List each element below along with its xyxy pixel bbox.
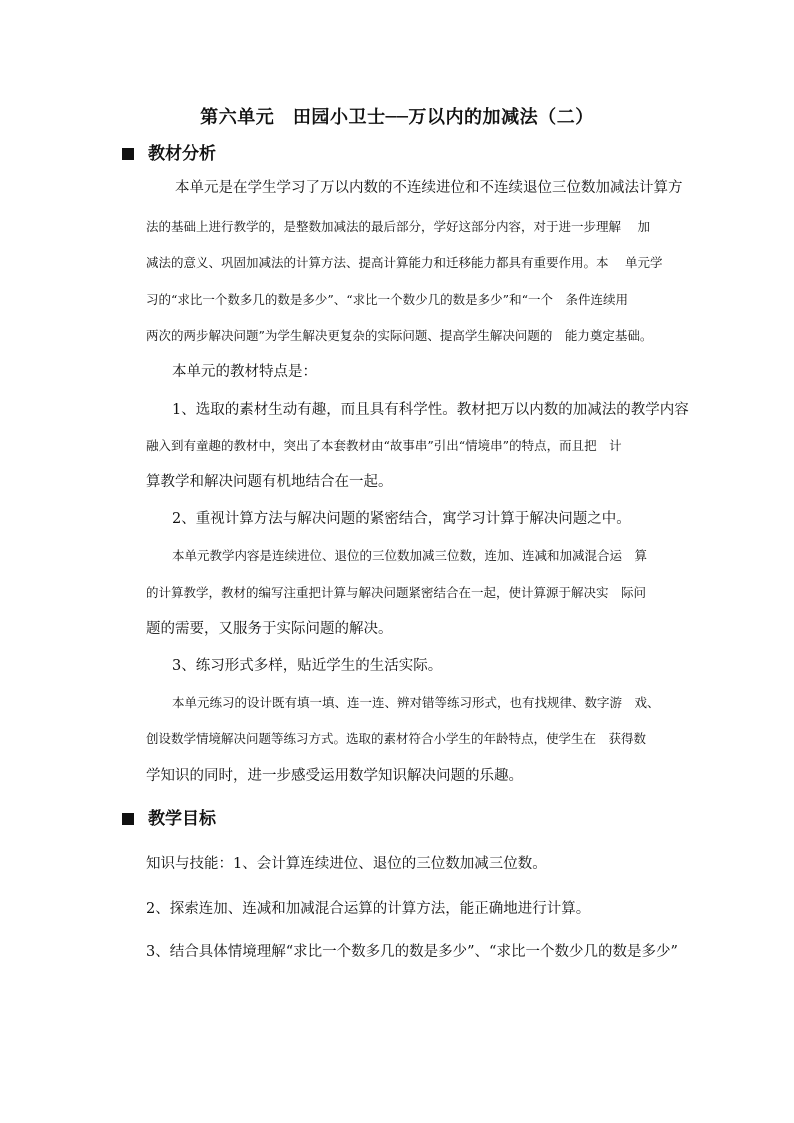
paragraph-line: 算教学和解决问题有机地结合在一起。 — [146, 474, 393, 490]
paragraph-line: 的计算教学，教材的编写注重把计算与解决问题紧密结合在一起，使计算源于解决实 际问 — [146, 585, 647, 600]
paragraph-line: 减法的意义、巩固加减法的计算方法、提高计算能力和迁移能力都具有重要作用。本 单元学 — [146, 255, 663, 270]
paragraph-line: 两次的两步解决问题”为学生解决更复杂的实际问题、提高学生解决问题的 能力奠定基础。 — [146, 328, 653, 343]
paragraph-line: 本单元是在学生学习了万以内数的不连续进位和不连续退位三位数加减法计算方 — [175, 180, 683, 196]
paragraph-line: 本单元练习的设计既有填一填、连一连、辨对错等练习形式，也有找规律、数字游 戏、 — [172, 695, 660, 710]
page-title: 第六单元 田园小卫士──万以内的加减法（二） — [200, 107, 594, 128]
paragraph-line: 法的基础上进行教学的，是整数加减法的最后部分，学好这部分内容，对于进一步理解 加 — [146, 219, 650, 234]
section-heading-label: 教学目标 — [148, 809, 216, 829]
objective-line: 知识与技能：1、会计算连续进位、退位的三位数加减三位数。 — [146, 856, 547, 872]
paragraph-line: 本单元的教材特点是： — [172, 364, 317, 380]
paragraph-line: 学知识的同时，进一步感受运用数学知识解决问题的乐趣。 — [146, 768, 523, 784]
paragraph-line: 融入到有童趣的教材中，突出了本套教材由“故事串”引出“情境串”的特点，而且把 计 — [146, 438, 622, 453]
bullet-square-icon — [122, 813, 134, 825]
paragraph-line: 1、选取的素材生动有趣，而且具有科学性。教材把万以内数的加减法的教学内容 — [172, 402, 689, 418]
paragraph-line: 创设数学情境解决问题等练习方式。选取的素材符合小学生的年龄特点，使学生在 获得数 — [146, 731, 647, 746]
paragraph-line: 2、重视计算方法与解决问题的紧密结合，寓学习计算于解决问题之中。 — [172, 511, 631, 527]
paragraph-line: 习的“求比一个数多几的数是多少”、“求比一个数少几的数是多少”和“一个 条件连续用 — [146, 292, 628, 307]
objective-line: 2、探索连加、连减和加减混合运算的计算方法，能正确地进行计算。 — [146, 901, 591, 917]
paragraph-line: 题的需要，又服务于实际问题的解决。 — [146, 621, 393, 637]
bullet-square-icon — [122, 148, 134, 160]
objective-line: 3、结合具体情境理解“求比一个数多几的数是多少”、“求比一个数少几的数是多少” — [146, 944, 678, 960]
paragraph-line: 3、练习形式多样，贴近学生的生活实际。 — [172, 658, 443, 674]
section-heading-teaching-material-analysis — [122, 139, 216, 164]
section-heading-teaching-objectives — [122, 804, 216, 829]
section-heading-label: 教材分析 — [148, 144, 216, 164]
paragraph-line: 本单元教学内容是连续进位、退位的三位数加减三位数，连加、连减和加减混合运 算 — [172, 548, 648, 563]
